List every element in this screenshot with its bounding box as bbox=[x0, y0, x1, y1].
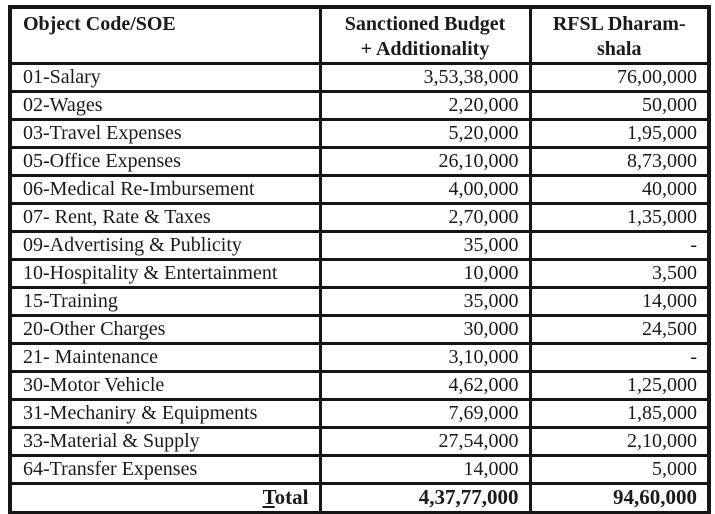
object-code-cell: 31-Mechaniry & Equipments bbox=[10, 400, 320, 428]
table-row bbox=[10, 204, 709, 232]
object-code-cell: 01-Salary bbox=[10, 64, 320, 92]
table-row bbox=[10, 316, 709, 344]
table-row bbox=[10, 428, 709, 456]
budget-value-cell: 3,10,000 bbox=[320, 344, 530, 372]
table-header bbox=[10, 7, 709, 64]
rfsl-value-cell: 5,000 bbox=[530, 456, 709, 484]
budget-table bbox=[8, 5, 711, 514]
column-header-label-line2: + Additionality bbox=[360, 38, 490, 60]
object-code-cell: 20-Other Charges bbox=[10, 316, 320, 344]
rfsl-value-cell: 2,10,000 bbox=[530, 428, 709, 456]
budget-value-cell: 4,00,000 bbox=[320, 176, 530, 204]
table-row bbox=[10, 64, 709, 92]
object-code-cell: 09-Advertising & Publicity bbox=[10, 232, 320, 260]
table-row bbox=[10, 260, 709, 288]
object-code-cell: 64-Transfer Expenses bbox=[10, 456, 320, 484]
object-code-cell: 07- Rent, Rate & Taxes bbox=[10, 204, 320, 232]
budget-value-cell: 14,000 bbox=[320, 456, 530, 484]
budget-value-cell: 7,69,000 bbox=[320, 400, 530, 428]
budget-value-cell: 5,20,000 bbox=[320, 120, 530, 148]
column-header-object-code bbox=[10, 7, 320, 64]
column-header-label-line1: RFSL Dharam- bbox=[552, 13, 686, 35]
table-row bbox=[10, 400, 709, 428]
budget-value-cell: 4,62,000 bbox=[320, 372, 530, 400]
table-row bbox=[10, 344, 709, 372]
total-rfsl-value: 94,60,000 bbox=[530, 484, 709, 513]
rfsl-value-cell: 1,35,000 bbox=[530, 204, 709, 232]
budget-value-cell: 10,000 bbox=[320, 260, 530, 288]
table-row bbox=[10, 232, 709, 260]
object-code-cell: 06-Medical Re-Imbursement bbox=[10, 176, 320, 204]
column-header-label: Object Code/SOE bbox=[23, 13, 176, 35]
rfsl-value-cell: 24,500 bbox=[530, 316, 709, 344]
budget-value-cell: 35,000 bbox=[320, 232, 530, 260]
table-row bbox=[10, 372, 709, 400]
budget-value-cell: 35,000 bbox=[320, 288, 530, 316]
column-header-label-line1: Sanctioned Budget bbox=[344, 13, 506, 35]
rfsl-value-cell: 3,500 bbox=[530, 260, 709, 288]
object-code-cell: 05-Office Expenses bbox=[10, 148, 320, 176]
budget-value-cell: 3,53,38,000 bbox=[320, 64, 530, 92]
table-body bbox=[10, 64, 709, 484]
table-row bbox=[10, 456, 709, 484]
budget-value-cell: 26,10,000 bbox=[320, 148, 530, 176]
rfsl-value-cell: 76,00,000 bbox=[530, 64, 709, 92]
table-row bbox=[10, 148, 709, 176]
table-footer bbox=[10, 484, 709, 513]
rfsl-value-cell: 50,000 bbox=[530, 92, 709, 120]
total-budget-value: 4,37,77,000 bbox=[320, 484, 530, 513]
rfsl-value-cell: 40,000 bbox=[530, 176, 709, 204]
rfsl-value-cell: 8,73,000 bbox=[530, 148, 709, 176]
object-code-cell: 15-Training bbox=[10, 288, 320, 316]
budget-value-cell: 27,54,000 bbox=[320, 428, 530, 456]
total-label: Total bbox=[10, 484, 320, 513]
table-row bbox=[10, 120, 709, 148]
total-row bbox=[10, 484, 709, 513]
object-code-cell: 33-Material & Supply bbox=[10, 428, 320, 456]
column-header-label-line2: shala bbox=[597, 38, 642, 60]
column-header-sanctioned-budget bbox=[320, 7, 530, 64]
object-code-cell: 10-Hospitality & Entertainment bbox=[10, 260, 320, 288]
rfsl-value-cell: - bbox=[530, 344, 709, 372]
table-row bbox=[10, 176, 709, 204]
budget-value-cell: 2,70,000 bbox=[320, 204, 530, 232]
object-code-cell: 02-Wages bbox=[10, 92, 320, 120]
table-row bbox=[10, 92, 709, 120]
rfsl-value-cell: 1,95,000 bbox=[530, 120, 709, 148]
rfsl-value-cell: 1,85,000 bbox=[530, 400, 709, 428]
column-header-rfsl-dharamshala bbox=[530, 7, 709, 64]
object-code-cell: 21- Maintenance bbox=[10, 344, 320, 372]
object-code-cell: 30-Motor Vehicle bbox=[10, 372, 320, 400]
budget-value-cell: 2,20,000 bbox=[320, 92, 530, 120]
header-row bbox=[10, 7, 709, 64]
table-row bbox=[10, 288, 709, 316]
rfsl-value-cell: 1,25,000 bbox=[530, 372, 709, 400]
object-code-cell: 03-Travel Expenses bbox=[10, 120, 320, 148]
rfsl-value-cell: 14,000 bbox=[530, 288, 709, 316]
budget-value-cell: 30,000 bbox=[320, 316, 530, 344]
rfsl-value-cell: - bbox=[530, 232, 709, 260]
